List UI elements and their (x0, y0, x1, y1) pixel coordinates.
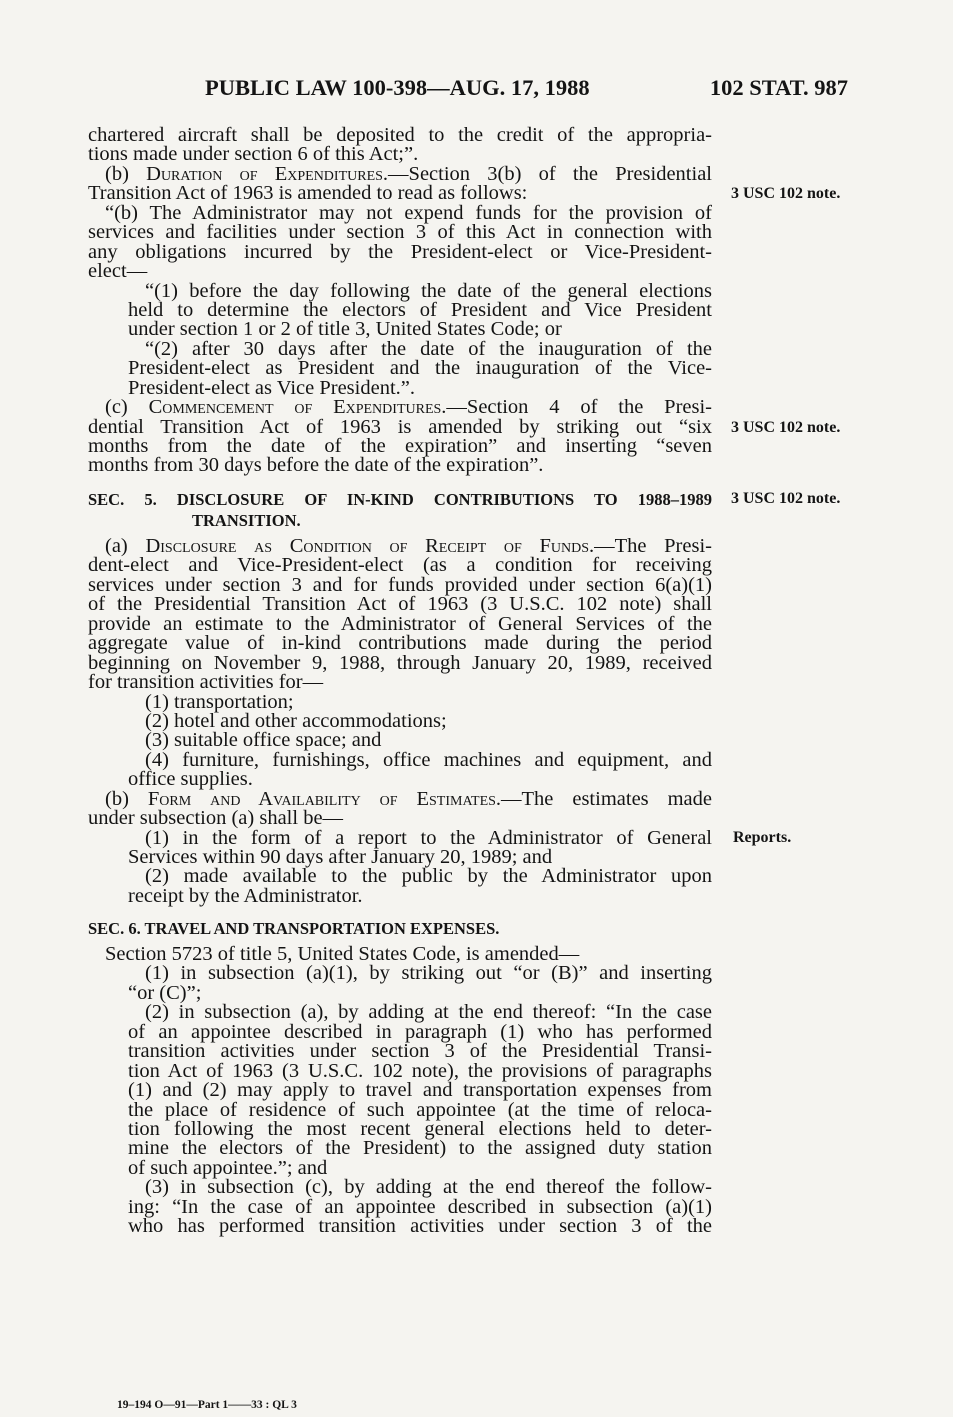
text-line: months from 30 days before the date of the expiration”. (88, 454, 544, 477)
list-item: (1) in the form of a report to the Administrator of General (145, 826, 712, 849)
text-line: receipt by the Administrator. (128, 884, 363, 907)
subsection-label: (c) (105, 396, 149, 419)
text-line: office supplies. (128, 768, 253, 791)
list-item: (1) in subsection (a)(1), by striking out “or (B)” and inserting (145, 962, 712, 985)
text-line: under subsection (a) shall be— (88, 807, 344, 830)
section-5-heading (88, 489, 712, 531)
section-5-body (88, 537, 712, 906)
text-line: tions made under section 6 of this Act;”. (88, 143, 419, 166)
subsection-label: (a) (105, 535, 146, 557)
text-line: aggregate value of in-kind contributions made during the period (88, 632, 712, 655)
printer-footer: 19–194 O—91—Part 1——33 : QL 3 (117, 1399, 297, 1411)
text-line: of the Presidential Transition Act of 1963 (3 U.S.C. 102 note) shall (88, 593, 712, 616)
text-line: beginning on November 9, 1988, through January 20, 1989, received (88, 651, 712, 674)
subsection-text: .—Section 4 of the Presi- (441, 396, 712, 419)
text-line: under section 1 or 2 of title 3, United States Code; or (128, 318, 562, 341)
text-line: chartered aircraft shall be deposited to the credit of the appropria- (88, 124, 712, 146)
text-line: mine the electors of the President) to the assigned duty station (128, 1137, 712, 1160)
section-heading-line: SEC. 6. TRAVEL AND TRANSPORTATION EXPENSES. (88, 919, 500, 938)
text-line: “(b) The Administrator may not expend funds for the provision of (105, 201, 712, 224)
subsection-caption: Duration of Expenditures (146, 162, 383, 185)
text-line: provide an estimate to the Administrator of General Services of the (88, 612, 712, 635)
running-head-title: PUBLIC LAW 100-398—AUG. 17, 1988 (205, 75, 590, 100)
list-item: (2) hotel and other accommodations; (145, 709, 447, 732)
text-line: President-elect as Vice President.”. (128, 376, 415, 399)
text-line: dential Transition Act of 1963 is amended by striking out “six (88, 415, 712, 438)
subsection-label: (b) (105, 787, 148, 810)
text-line: held to determine the electors of President and Vice President (128, 298, 712, 321)
text-line: elect— (88, 260, 148, 283)
subsection-text: .—The Presi- (588, 535, 712, 557)
subsection-text: .—Section 3(b) of the Presidential (382, 162, 712, 185)
text-line: Section 5723 of title 5, United States Code, is amended— (105, 943, 580, 965)
text-line: Transition Act of 1963 is amended to read as follows: (88, 182, 528, 205)
list-item: (2) in subsection (a), by adding at the end thereof: “In the case (145, 1001, 712, 1024)
subsection-caption: Disclosure as Condition of Receipt of Funds (145, 535, 589, 557)
list-item: (4) furniture, furnishings, office machines and equipment, and (145, 748, 712, 771)
list-item: (1) transportation; (145, 690, 294, 713)
text-line: months from the date of the expiration” and inserting “seven (88, 435, 712, 457)
text-line: Services within 90 days after January 20, 1989; and (128, 846, 553, 868)
text-line: services under section 3 and for funds provided under section 6(a)(1) (88, 573, 712, 596)
list-item: (2) made available to the public by the Administrator upon (145, 865, 712, 888)
text-line: who has performed transition activities under section 3 of the (128, 1215, 712, 1238)
text-line: services and facilities under section 3 of this Act in connection with (88, 221, 712, 244)
subsection-label: (b) (105, 162, 147, 185)
text-line: the place of residence of such appointee (at the time of reloca- (128, 1098, 712, 1121)
text-line: transition activities under section 3 of the Presidential Transi- (128, 1040, 712, 1063)
list-item: (3) in subsection (c), by adding at the end thereof the follow- (145, 1176, 712, 1199)
text-line: any obligations incurred by the President-elect or Vice-President- (88, 240, 712, 263)
text-line: (1) and (2) may apply to travel and transportation expenses from (128, 1079, 712, 1102)
text-line: “(2) after 30 days after the date of the inauguration of the (145, 337, 712, 360)
text-line: “or (C)”; (128, 981, 202, 1004)
text-line: tion following the most recent general elections held to deter- (128, 1117, 712, 1140)
subsection-caption: Form and Availability of Estimates (147, 787, 496, 810)
section-6-body (88, 945, 712, 1237)
text-line: “(1) before the day following the date of the general elections (145, 279, 712, 302)
margin-note-usc: 3 USC 102 note. (731, 490, 841, 507)
margin-note-usc: 3 USC 102 note. (731, 185, 841, 202)
margin-note-reports: Reports. (733, 829, 792, 846)
section-heading-line: SEC. 5. DISCLOSURE OF IN-KIND CONTRIBUTIONS TO 1988–1989 (88, 490, 712, 509)
text-line: ing: “In the case of an appointee described in subsection (a)(1) (128, 1195, 712, 1218)
list-item: (3) suitable office space; and (145, 729, 382, 752)
section-4-continuation (88, 126, 712, 476)
text-line: President-elect as President and the inauguration of the Vice- (128, 357, 712, 380)
text-line: tion Act of 1963 (3 U.S.C. 102 note), the provisions of paragraphs (128, 1059, 712, 1082)
text-line: of an appointee described in paragraph (1) who has performed (128, 1020, 712, 1043)
subsection-c-heading-line (105, 398, 712, 417)
subsection-caption: Commencement of Expenditures (148, 396, 442, 419)
running-head-page-number: 102 STAT. 987 (709, 75, 848, 100)
margin-note-usc: 3 USC 102 note. (731, 419, 841, 436)
subsection-text: .—The estimates made (495, 787, 712, 810)
section-6-heading (88, 918, 712, 939)
text-line: for transition activities for— (88, 671, 324, 694)
text-line: of such appointee.”; and (128, 1156, 328, 1179)
section-heading-line: TRANSITION. (192, 511, 301, 530)
text-line: dent-elect and Vice-President-elect (as a condition for receiving (88, 554, 712, 577)
